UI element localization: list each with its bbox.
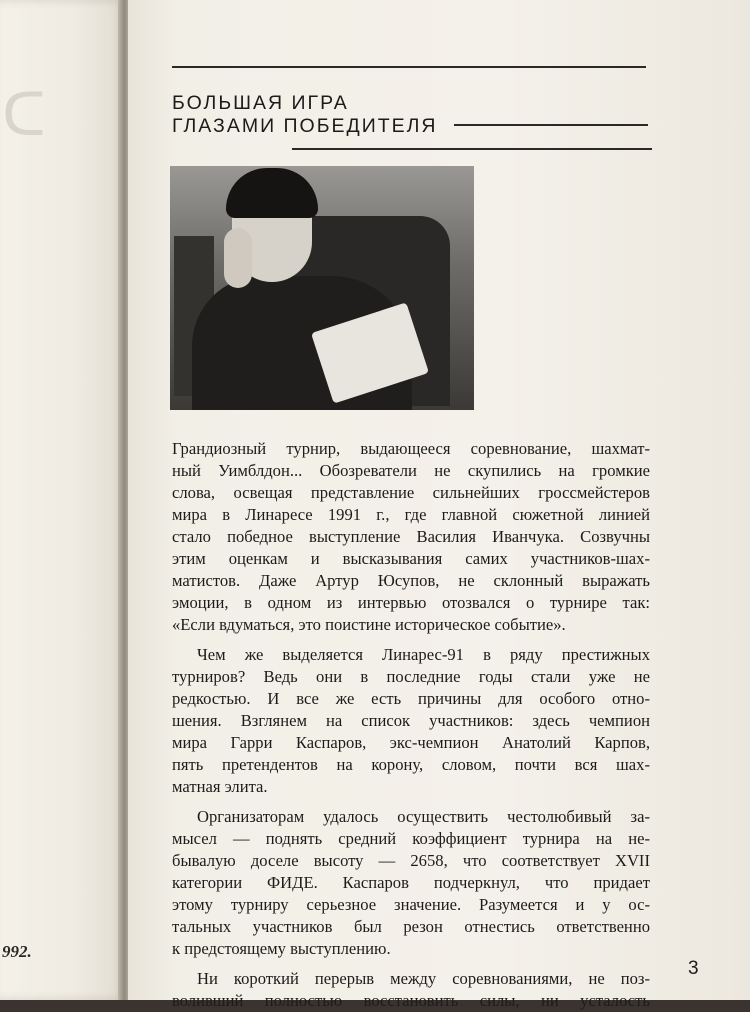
paragraph-2-line-4: шения. Взглянем на список участников: здесь чемпион <box>172 711 650 730</box>
paragraph-gap <box>172 636 650 644</box>
portrait-photo <box>170 166 474 410</box>
top-rule <box>172 66 646 68</box>
paragraph-1-line-6: этим оценкам и высказывания самих участников-шах- <box>172 549 650 568</box>
paragraph-gap <box>172 798 650 806</box>
left-page <box>0 0 125 1000</box>
paragraph-3-line-6: тальных участников был резон отнестись ответственно <box>172 917 650 936</box>
paragraph-3-line-5: этому турниру серьезное значение. Разумеется и у ос- <box>172 895 650 914</box>
photo-person-hand <box>224 228 252 288</box>
bleed-through-decoration: ᑕ <box>2 81 38 148</box>
chapter-heading <box>172 92 438 138</box>
heading-bottom-rule <box>292 148 652 150</box>
paragraph-1-line-9: «Если вдуматься, это поистине историческое событие». <box>172 615 566 634</box>
left-page-footnote: 992. <box>2 942 32 961</box>
paragraph-1-line-7: матистов. Даже Артур Юсупов, не склонный выражать <box>172 571 650 590</box>
paragraph-gap <box>172 960 650 968</box>
paragraph-3-line-1: Организаторам удалось осуществить честолюбивый за- <box>197 807 650 826</box>
paragraph-2-line-3: редкостью. И все же есть причины для особого отно- <box>172 689 650 708</box>
paragraph-3-line-2: мысел — поднять средний коэффициент турнира на не- <box>172 829 650 848</box>
paragraph-4-line-2: воливший полностью восстановить силы, ни усталость <box>172 991 650 1010</box>
heading-side-rule <box>454 124 648 126</box>
paragraph-1-line-4: мира в Линаресе 1991 г., где главной сюжетной линией <box>172 505 650 524</box>
chapter-heading-line-1: БОЛЬШАЯ ИГРА <box>172 92 349 114</box>
photo-person-hair <box>226 168 318 218</box>
paragraph-3-line-4: категории ФИДЕ. Каспаров подчеркнул, что придает <box>172 873 650 892</box>
paragraph-1-line-8: эмоции, в одном из интервью отозвался о турнире так: <box>172 593 650 612</box>
chapter-heading-line-2: ГЛАЗАМИ ПОБЕДИТЕЛЯ <box>172 115 438 137</box>
right-page <box>128 0 750 1010</box>
paragraph-3-line-3: бывалую доселе высоту — 2658, что соответствует XVII <box>172 851 650 870</box>
paragraph-2-line-1: Чем же выделяется Линарес-91 в ряду престижных <box>197 645 650 664</box>
paragraph-1-line-1: Грандиозный турнир, выдающееся соревнование, шахмат- <box>172 439 650 458</box>
paragraph-1-line-2: ный Уимблдон... Обозреватели не скупились на громкие <box>172 461 650 480</box>
paragraph-2-line-5: мира Гарри Каспаров, экс-чемпион Анатолий Карпов, <box>172 733 650 752</box>
paragraph-2-line-7: матная элита. <box>172 777 268 796</box>
body-text <box>172 438 650 1012</box>
paragraph-1-line-3: слова, освещая представление сильнейших гроссмейстеров <box>172 483 650 502</box>
paragraph-1-line-5: стало победное выступление Василия Иванчука. Созвучны <box>172 527 650 546</box>
paragraph-4-line-1: Ни короткий перерыв между соревнованиями, не поз- <box>197 969 650 988</box>
paragraph-2-line-6: пять претендентов на корону, словом, почти вся шах- <box>172 755 650 774</box>
paragraph-2-line-2: турниров? Ведь они в последние годы стали уже не <box>172 667 650 686</box>
paragraph-3-line-7: к предстоящему выступлению. <box>172 939 391 958</box>
page-number: 3 <box>688 958 699 979</box>
